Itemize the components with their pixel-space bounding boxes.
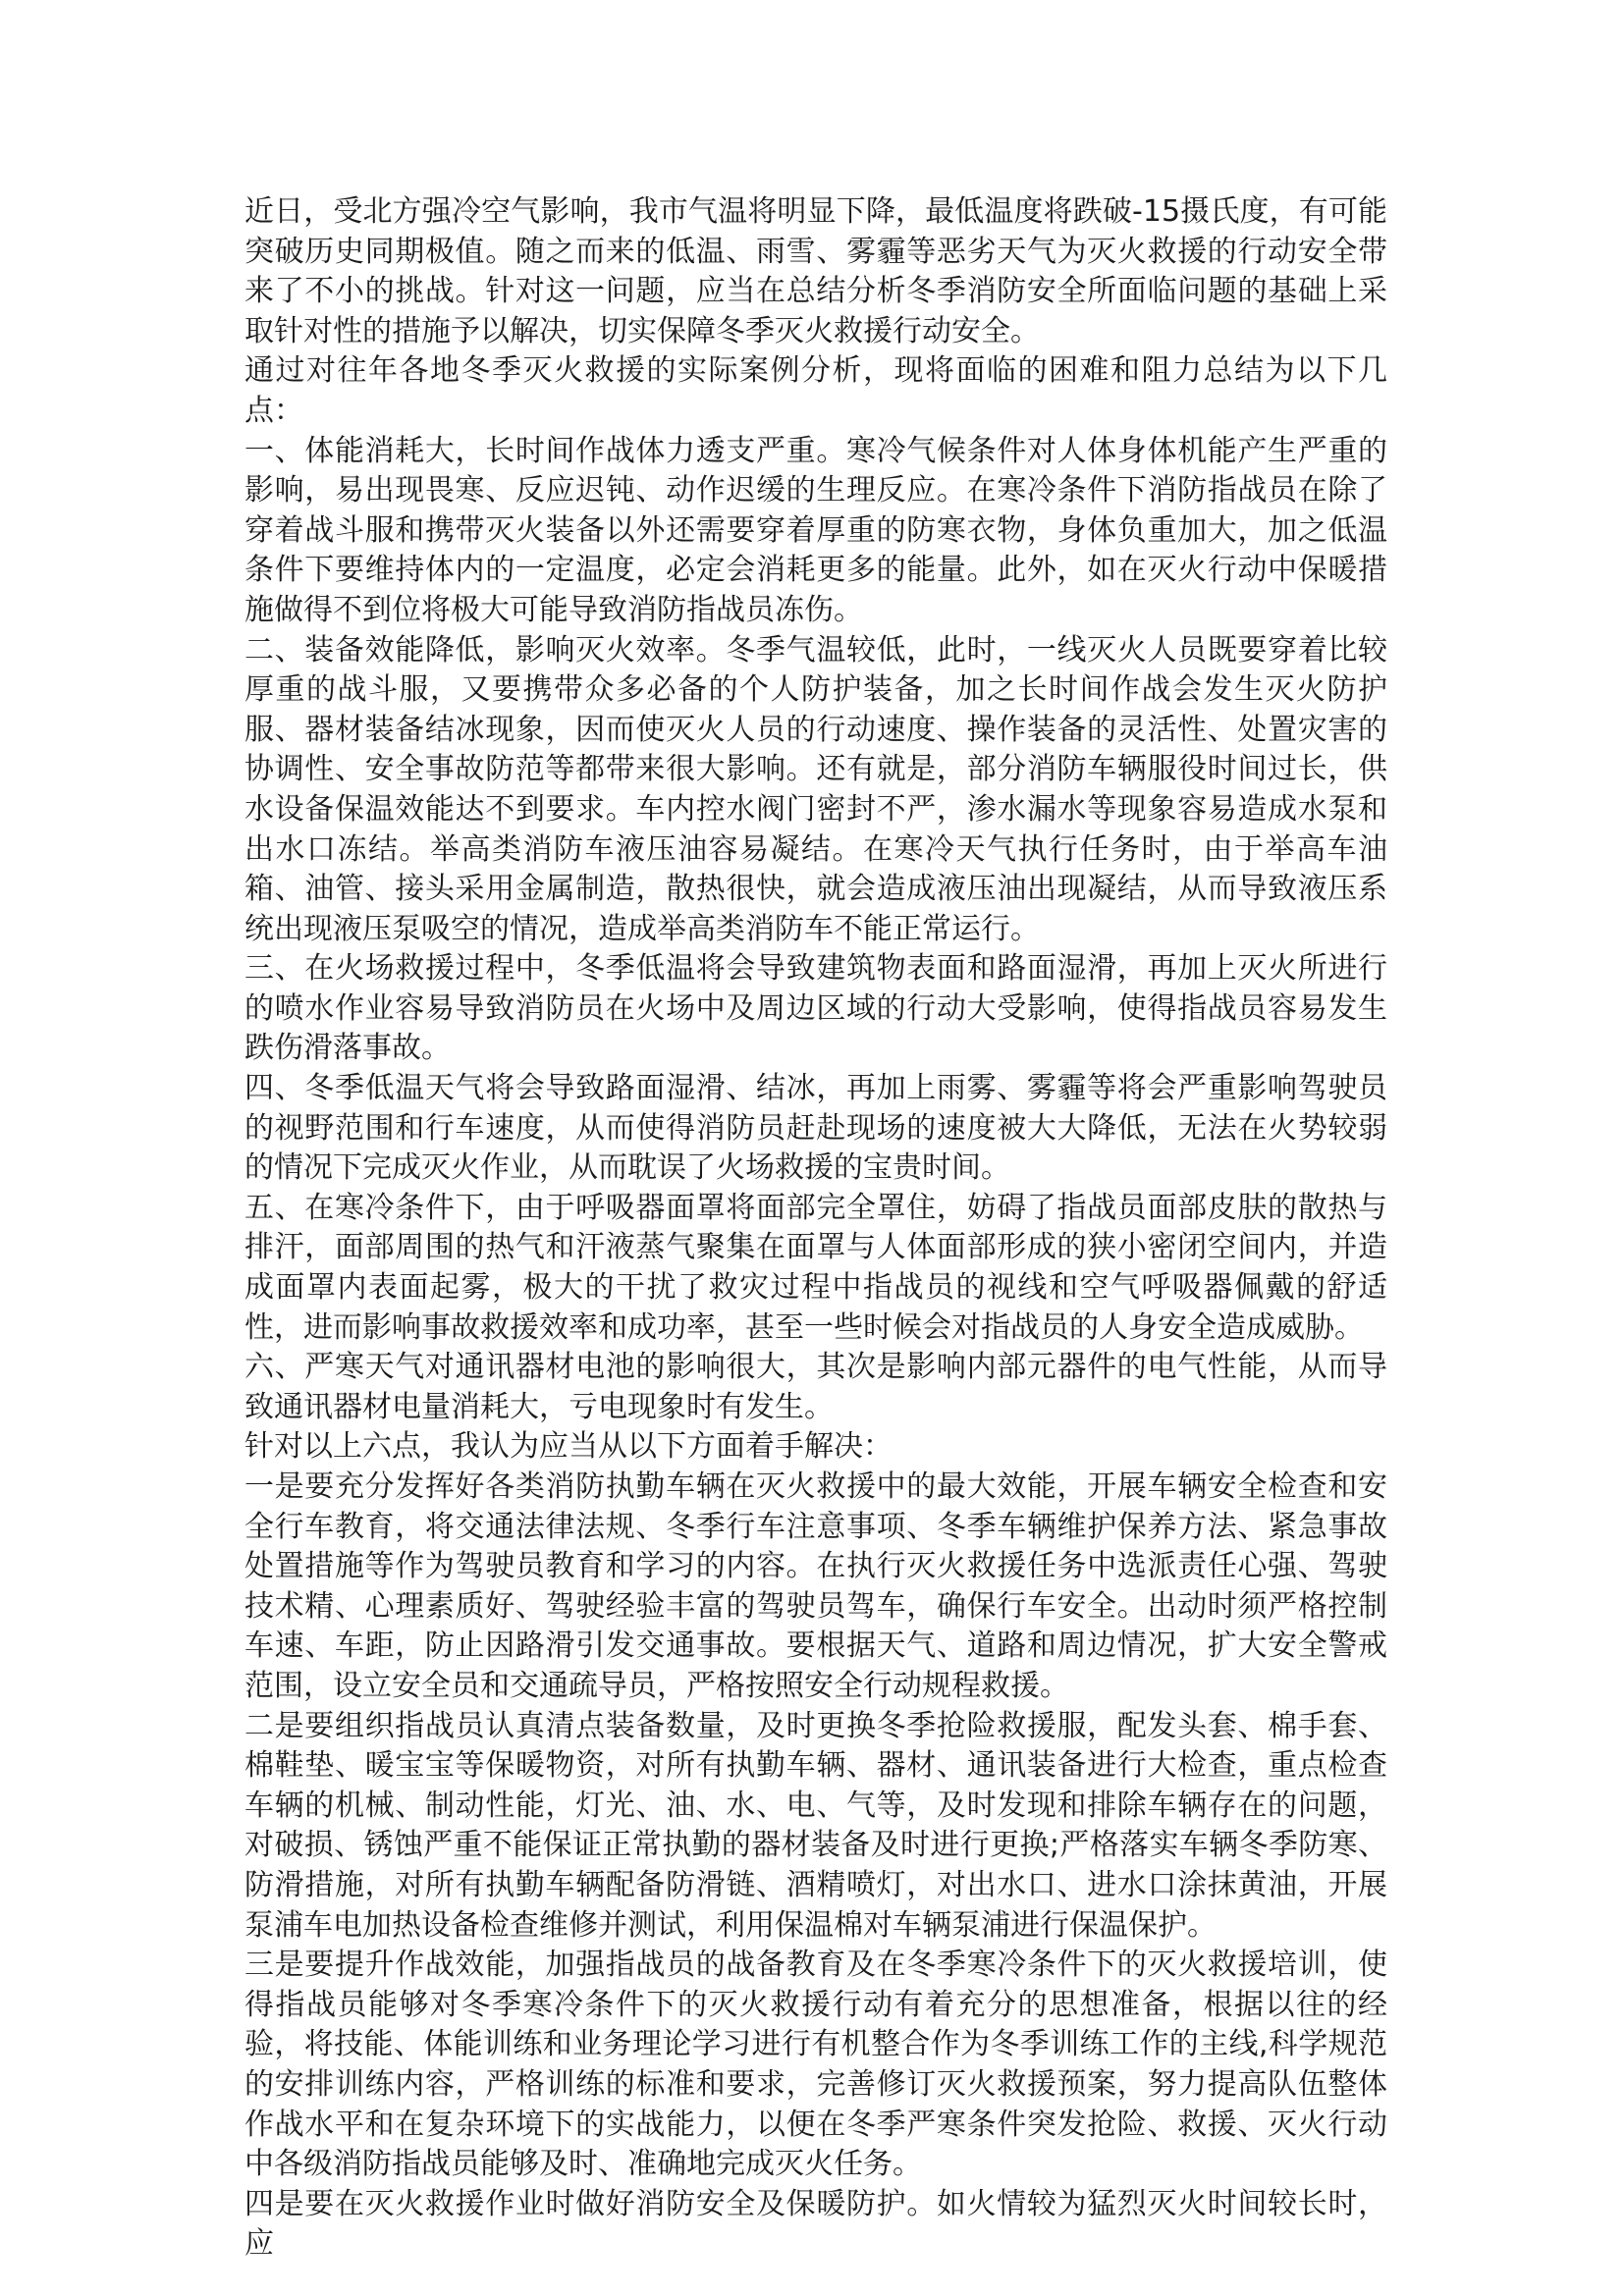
paragraph-point-4: 四、冬季低温天气将会导致路面湿滑、结冰，再加上雨雾、雾霾等将会严重影响驾驶员的视野范围和行车速度，从而使得消防员赶赴现场的速度被大大降低，无法在火势较弱的情况下完成灭火作业，从而耽误了火场救援的宝贵时间。: [244, 1071, 1387, 1186]
paragraph-intro: 近日，受北方强冷空气影响，我市气温将明显下降，最低温度将跌破-15摄氏度，有可能突破历史同期极值。随之而来的低温、雨雪、雾霾等恶劣天气为灭火救援的行动安全带来了不小的挑战。针对这一问题，应当在总结分析冬季消防安全所面临问题的基础上采取针对性的措施予以解决，切实保障冬季灭火救援行动安全。: [244, 194, 1387, 348]
paragraph-point-6: 六、严寒天气对通讯器材电池的影响很大，其次是影响内部元器件的电气性能，从而导致通讯器材电量消耗大，亏电现象时有发生。: [244, 1350, 1387, 1424]
paragraph-analysis-lead: 通过对往年各地冬季灭火救援的实际案例分析，现将面临的困难和阻力总结为以下几点：: [244, 353, 1387, 428]
paragraph-solution-1: 一是要充分发挥好各类消防执勤车辆在灭火救援中的最大效能，开展车辆安全检查和安全行车教育，将交通法律法规、冬季行车注意事项、冬季车辆维护保养方法、紧急事故处置措施等作为驾驶员教育和学习的内容。在执行灭火救援任务中选派责任心强、驾驶技术精、心理素质好、驾驶经验丰富的驾驶员驾车，确保行车安全。出动时须严格控制车速、车距，防止因路滑引发交通事故。要根据天气、道路和周边情况，扩大安全警戒范围，设立安全员和交通疏导员，严格按照安全行动规程救援。: [244, 1469, 1387, 1703]
paragraph-solution-2: 二是要组织指战员认真清点装备数量，及时更换冬季抢险救援服，配发头套、棉手套、棉鞋垫、暖宝宝等保暖物资，对所有执勤车辆、器材、通讯装备进行大检查，重点检查车辆的机械、制动性能，灯光、油、水、电、气等，及时发现和排除车辆存在的问题，对破损、锈蚀严重不能保证正常执勤的器材装备及时进行更换;严格落实车辆冬季防寒、防滑措施，对所有执勤车辆配备防滑链、酒精喷灯，对出水口、进水口涂抹黄油，开展泵浦车电加热设备检查维修并测试，利用保温棉对车辆泵浦进行保温保护。: [244, 1708, 1387, 1943]
paragraph-solution-4: 四是要在灭火救援作业时做好消防安全及保暖防护。如火情较为猛烈灭火时间较长时，应: [244, 2186, 1387, 2262]
paragraph-solution-3: 三是要提升作战效能，加强指战员的战备教育及在冬季寒冷条件下的灭火救援培训，使得指战员能够对冬季寒冷条件下的灭火救援行动有着充分的思想准备，根据以往的经验，将技能、体能训练和业务理论学习进行有机整合作为冬季训练工作的主线,科学规范的安排训练内容，严格训练的标准和要求，完善修订灭火救援预案，努力提高队伍整体作战水平和在复杂环境下的实战能力，以便在冬季严寒条件突发抢险、救援、灭火行动中各级消防指战员能够及时、准确地完成灭火任务。: [244, 1948, 1387, 2182]
document-body: [244, 192, 1387, 2265]
paragraph-solutions-lead: 针对以上六点，我认为应当从以下方面着手解决：: [244, 1429, 893, 1465]
paragraph-point-1: 一、体能消耗大，长时间作战体力透支严重。寒冷气候条件对人体身体机能产生严重的影响，易出现畏寒、反应迟钝、动作迟缓的生理反应。在寒冷条件下消防指战员在除了穿着战斗服和携带灭火装备以外还需要穿着厚重的防寒衣物，身体负重加大，加之低温条件下要维持体内的一定温度，必定会消耗更多的能量。此外，如在灭火行动中保暖措施做得不到位将极大可能导致消防指战员冻伤。: [244, 433, 1387, 627]
paragraph-point-2: 二、装备效能降低，影响灭火效率。冬季气温较低，此时，一线灭火人员既要穿着比较厚重的战斗服，又要携带众多必备的个人防护装备，加之长时间作战会发生灭火防护服、器材装备结冰现象，因而使灭火人员的行动速度、操作装备的灵活性、处置灾害的协调性、安全事故防范等都带来很大影响。还有就是，部分消防车辆服役时间过长，供水设备保温效能达不到要求。车内控水阀门密封不严，渗水漏水等现象容易造成水泵和出水口冻结。举高类消防车液压油容易凝结。在寒冷天气执行任务时，由于举高车油箱、油管、接头采用金属制造，散热很快，就会造成液压油出现凝结，从而导致液压系统出现液压泵吸空的情况，造成举高类消防车不能正常运行。: [244, 632, 1387, 946]
paragraph-point-5: 五、在寒冷条件下，由于呼吸器面罩将面部完全罩住，妨碍了指战员面部皮肤的散热与排汗，面部周围的热气和汗液蒸气聚集在面罩与人体面部形成的狭小密闭空间内，并造成面罩内表面起雾，极大的干扰了救灾过程中指战员的视线和空气呼吸器佩戴的舒适性，进而影响事故救援效率和成功率，甚至一些时候会对指战员的人身安全造成威胁。: [244, 1190, 1387, 1345]
paragraph-point-3: 三、在火场救援过程中，冬季低温将会导致建筑物表面和路面湿滑，再加上灭火所进行的喷水作业容易导致消防员在火场中及周边区域的行动大受影响，使得指战员容易发生跌伤滑落事故。: [244, 951, 1387, 1066]
